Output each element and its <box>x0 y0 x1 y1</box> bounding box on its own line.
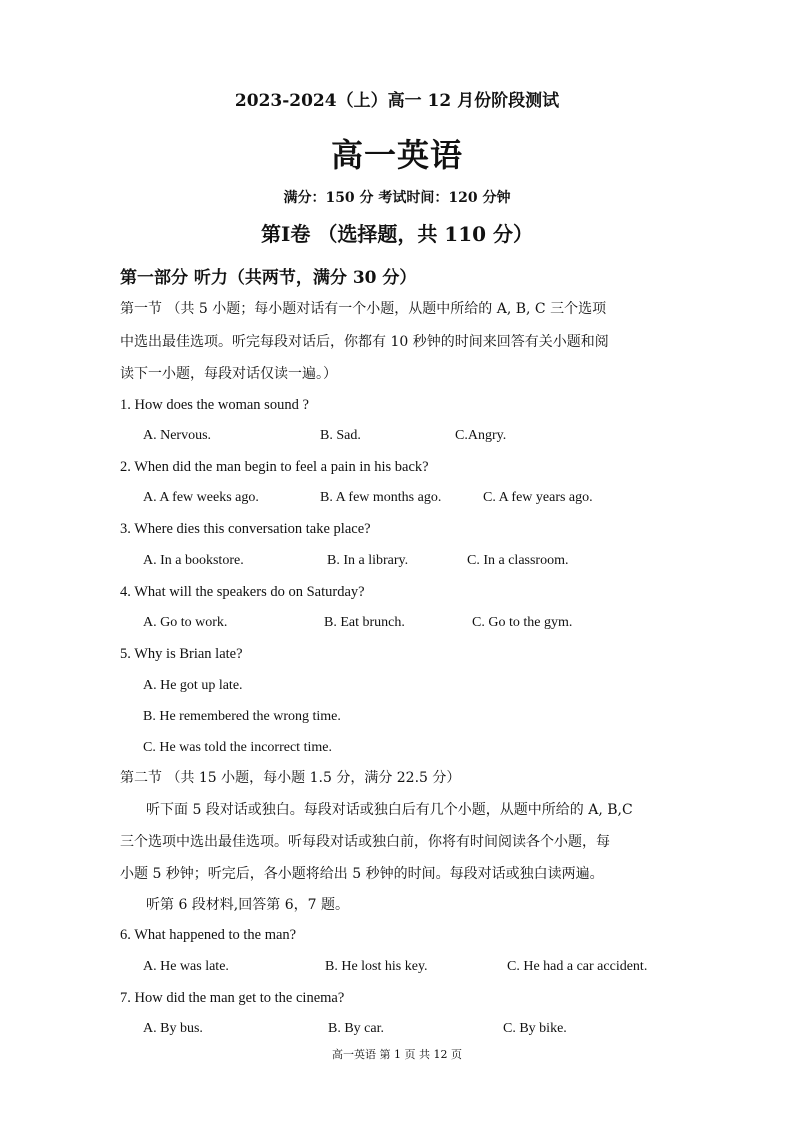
part-one-title: 第一部分 听力（共两节，满分 30 分） <box>120 268 417 288</box>
section1-instruction-line: 第一节 （共 5 小题；每小题对话有一个小题，从题中所给的 A, B, C 三个选项 <box>120 301 607 317</box>
option-b: B. In a library. <box>327 553 409 568</box>
volume-title: 第Ⅰ卷 （选择题，共 110 分） <box>261 222 533 246</box>
option-a: A. Go to work. <box>143 615 228 630</box>
option-b: B. He lost his key. <box>325 959 428 974</box>
option-c: C. He had a car accident. <box>507 959 648 974</box>
page-footer: 高一英语 第 1 页 共 12 页 <box>332 1048 462 1061</box>
option-a: A. A few weeks ago. <box>143 490 259 505</box>
section1-instruction-line: 中选出最佳选项。听完每段对话后，你都有 10 秒钟的时间来回答有关小题和阅 <box>120 334 609 350</box>
option-a: A. By bus. <box>143 1021 203 1036</box>
option-c: C. Go to the gym. <box>472 615 573 630</box>
question-stem: 7. How did the man get to the cinema? <box>120 990 345 1006</box>
section2-instruction-line: 小题 5 秒钟；听完后，各小题将给出 5 秒钟的时间。每段对话或独白读两遍。 <box>120 866 604 882</box>
option-c: C.Angry. <box>455 428 507 443</box>
question-stem: 1. How does the woman sound ? <box>120 397 309 413</box>
option-a: A. He was late. <box>143 959 229 974</box>
option-b: B. A few months ago. <box>320 490 442 505</box>
option-c: C. In a classroom. <box>467 553 569 568</box>
material-note: 听第 6 段材料,回答第 6，7 题。 <box>146 897 349 913</box>
option-c: C. A few years ago. <box>483 490 593 505</box>
section1-instruction-line: 读下一小题，每段对话仅读一遍。） <box>120 366 337 382</box>
question-stem: 2. When did the man begin to feel a pain in his back? <box>120 459 429 475</box>
option-a: A. He got up late. <box>143 678 243 693</box>
option-b: B. By car. <box>328 1021 384 1036</box>
question-stem: 3. Where dies this conversation take place? <box>120 521 371 537</box>
exam-title: 2023-2024（上）高一 12 月份阶段测试 <box>234 91 560 111</box>
option-a: A. Nervous. <box>143 428 212 443</box>
question-stem: 6. What happened to the man? <box>120 927 297 943</box>
question-stem: 4. What will the speakers do on Saturday? <box>120 584 365 600</box>
question-stem: 5. Why is Brian late? <box>120 646 243 662</box>
option-b: B. He remembered the wrong time. <box>143 709 341 724</box>
section2-instruction-line: 三个选项中选出最佳选项。听每段对话或独白前，你将有时间阅读各个小题，每 <box>120 834 610 850</box>
option-c: C. He was told the incorrect time. <box>143 740 332 755</box>
exam-meta: 满分：150 分 考试时间：120 分钟 <box>283 190 511 206</box>
option-b: B. Eat brunch. <box>324 615 405 630</box>
section2-instruction-line: 听下面 5 段对话或独白。每段对话或独白后有几个小题，从题中所给的 A, B,C <box>146 802 633 818</box>
section2-title: 第二节 （共 15 小题，每小题 1.5 分，满分 22.5 分） <box>120 770 461 786</box>
option-b: B. Sad. <box>320 428 361 443</box>
option-a: A. In a bookstore. <box>143 553 244 568</box>
subject-title: 高一英语 <box>330 136 463 174</box>
option-c: C. By bike. <box>503 1021 567 1036</box>
